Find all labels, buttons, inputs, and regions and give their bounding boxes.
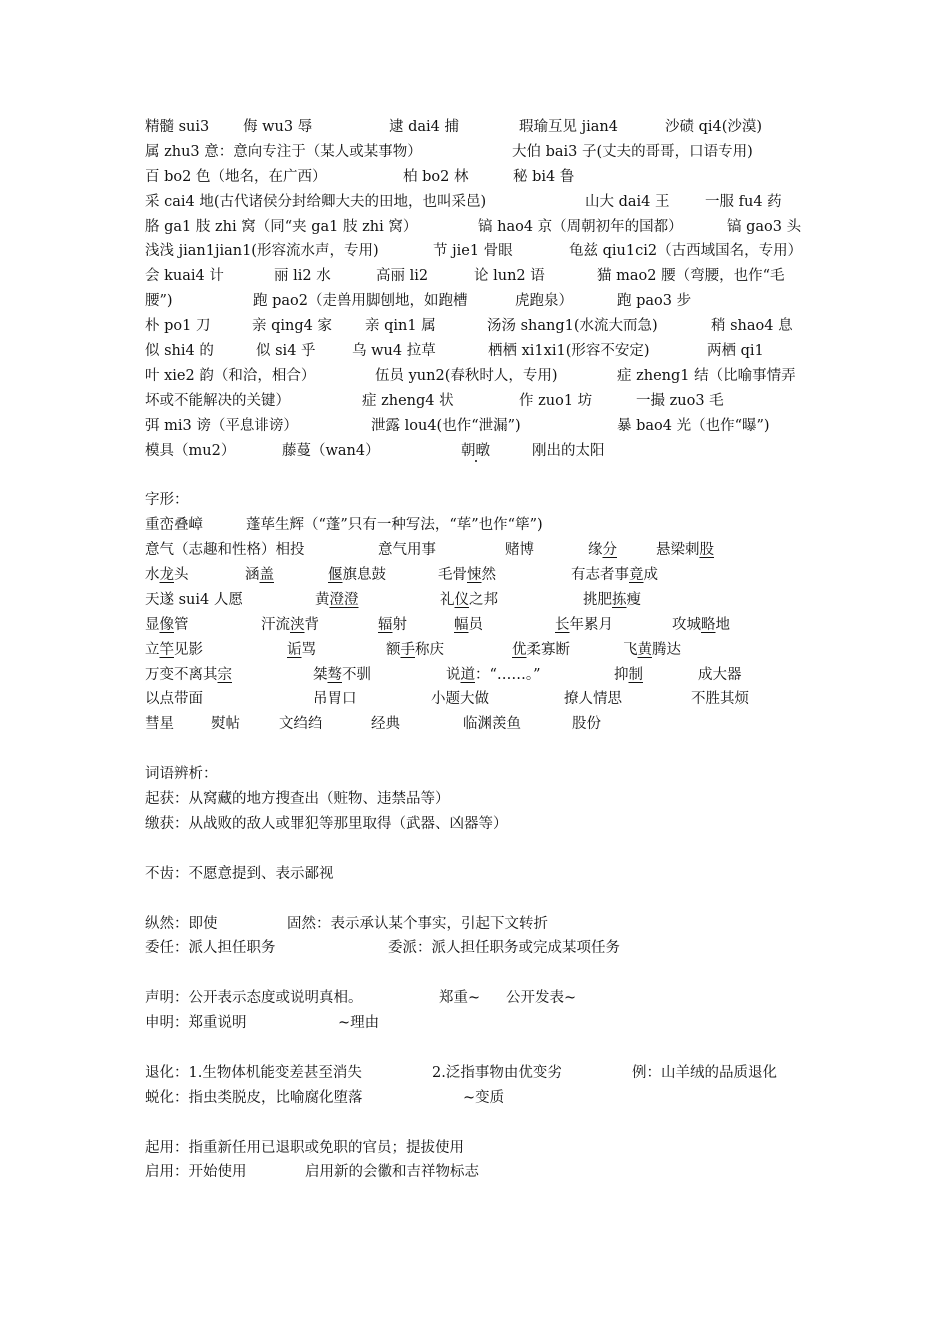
entry: 抑制 [614, 666, 643, 683]
text-line [145, 787, 825, 812]
text-line [145, 389, 825, 414]
entry: 额手称庆 [386, 641, 444, 658]
entry: 汗流浃背 [261, 616, 319, 633]
entry: 缘分 [588, 542, 617, 559]
text-line [145, 986, 825, 1011]
entry: 辐射 [378, 616, 407, 633]
ciyu-section [145, 762, 825, 1185]
entry: 蓬荜生辉（“蓬”只有一种写法，“荜”也作“筚”) [246, 517, 543, 534]
entry: 幅员 [454, 616, 483, 633]
entry: 吊胃口 [313, 691, 357, 708]
entry: 浅浅 jian1jian1(形容流水声，专用) [145, 243, 379, 260]
text-line [145, 712, 825, 737]
text-line [145, 439, 825, 464]
entry: 似 si4 乎 [256, 343, 316, 360]
entry: 诟骂 [287, 641, 316, 658]
entry: 重峦叠嶂 [145, 517, 203, 534]
definition: 缴获：从战败的敌人或罪犯等那里取得（武器、凶器等） [145, 815, 508, 832]
entry: 跑 pao3 步 [617, 293, 692, 310]
entry: 涵盖 [245, 567, 274, 584]
definition: 申明：郑重说明 [145, 1015, 247, 1032]
text-line [145, 812, 825, 837]
entry: 黄澄澄 [315, 591, 359, 608]
entry: 挑肥拣瘦 [583, 591, 641, 608]
entry: 会 kuai4 计 [145, 268, 224, 285]
section-heading: 词语辨析： [145, 766, 218, 783]
document-page [145, 115, 825, 1185]
entry: 百 bo2 色（地名，在广西） [145, 168, 327, 185]
entry: 弭 mi3 谤（平息诽谤） [145, 417, 298, 434]
entry: 逮 dai4 捕 [389, 119, 460, 135]
entry: 伍员 yun2(春秋时人，专用) [375, 367, 558, 384]
entry: 沙碛 qi4(沙漠) [665, 119, 763, 135]
entry: 采 cai4 地(古代诸侯分封给卿大夫的田地，也叫采邑) [145, 193, 487, 210]
definition: 声明：公开表示态度或说明真相。 [145, 990, 363, 1007]
entry: 暴 bao4 光（也作“曝”) [617, 417, 770, 434]
entry: 天遂 sui4 人愿 [145, 591, 243, 608]
text-line [145, 190, 825, 215]
entry: 汤汤 shang1(水流大而急) [487, 318, 658, 335]
pinyin-section [145, 115, 825, 463]
entry: 侮 wu3 辱 [243, 119, 313, 135]
entry: 朝暾 [461, 439, 490, 464]
text-line [145, 1086, 825, 1111]
entry: 说道：“……。” [446, 666, 541, 683]
definition: 退化：1.生物体机能变差甚至消失 [145, 1064, 362, 1081]
entry: 泄露 lou4(也作“泄漏”) [371, 417, 521, 434]
entry: 飞黄腾达 [623, 641, 681, 658]
entry: 朴 po1 刀 [145, 318, 211, 335]
text-line [145, 165, 825, 190]
entry: 刚出的太阳 [532, 442, 605, 459]
definition: 启用：开始使用 [145, 1164, 247, 1181]
example: ~理由 [338, 1015, 380, 1032]
entry: 两栖 qi1 [707, 343, 764, 360]
entry: 高丽 li2 [376, 268, 429, 285]
entry: 模具（mu2） [145, 442, 236, 459]
entry: 偃旗息鼓 [328, 567, 386, 584]
entry: 一撮 zuo3 毛 [636, 392, 724, 409]
text-line [145, 339, 825, 364]
text-line [145, 414, 825, 439]
text-line [145, 862, 825, 887]
entry: 山大 dai4 王 [585, 193, 670, 210]
text-line [145, 513, 825, 538]
entry: 症 zheng1 结（比喻事情弄 [617, 367, 796, 384]
entry: 水龙头 [145, 567, 189, 584]
entry: 虎跑泉） [515, 293, 573, 310]
entry: 跑 pao2（走兽用脚刨地，如跑槽 [253, 293, 468, 310]
entry: 小题大做 [431, 691, 489, 708]
entry: 意气用事 [378, 542, 436, 559]
entry: 彗星 [145, 716, 174, 733]
entry: 秘 bi4 鲁 [513, 168, 575, 185]
text-line [145, 239, 825, 264]
text-line [145, 663, 825, 688]
entry: 撩人情思 [564, 691, 622, 708]
text-line [145, 264, 825, 289]
example: 公开发表~ [506, 990, 577, 1007]
text-line [145, 538, 825, 563]
text-line [145, 115, 825, 140]
entry: 万变不离其宗 [145, 666, 232, 683]
text-line [145, 588, 825, 613]
entry: 熨帖 [211, 716, 240, 733]
entry: 镐 gao3 头 [727, 218, 802, 235]
entry: 毛骨悚然 [438, 567, 496, 584]
definition: 纵然：即使 [145, 915, 218, 932]
definition: 不齿：不愿意提到、表示鄙视 [145, 865, 334, 882]
definition: 委任：派人担任职务 [145, 940, 276, 957]
definition: 委派：派人担任职务或完成某项任务 [388, 940, 620, 957]
text-line [145, 289, 825, 314]
entry: 乌 wu4 拉草 [352, 343, 436, 360]
entry: 桀骜不驯 [313, 666, 371, 683]
entry: 猫 mao2 腰（弯腰，也作“毛 [597, 268, 785, 285]
definition: 2.泛指事物由优变劣 [432, 1064, 562, 1081]
entry: 股份 [572, 716, 601, 733]
zixing-section [145, 488, 825, 737]
text-line [145, 912, 825, 937]
example: 启用新的会徽和吉祥物标志 [305, 1164, 479, 1181]
entry: 临渊羡鱼 [463, 716, 521, 733]
entry: 礼仪之邦 [440, 591, 498, 608]
definition: 固然：表示承认某个事实，引起下文转折 [287, 915, 548, 932]
entry: 长年累月 [555, 616, 613, 633]
entry: 丽 li2 水 [274, 268, 331, 285]
definition: 起获：从窝藏的地方搜查出（赃物、违禁品等） [145, 791, 450, 808]
entry: 有志者事竟成 [571, 567, 658, 584]
entry: 亲 qin1 属 [365, 318, 436, 335]
entry: 稍 shao4 息 [711, 318, 793, 335]
entry: 优柔寡断 [512, 641, 570, 658]
entry: 不胜其烦 [691, 691, 749, 708]
entry: 属 zhu3 意：意向专注于（某人或某事物） [145, 143, 422, 160]
definition: 起用：指重新任用已退职或免职的官员；提拔使用 [145, 1139, 464, 1156]
text-line [145, 1160, 825, 1185]
text-line [145, 215, 825, 240]
entry: 胳 ga1 肢 zhi 窝（同“夹 ga1 肢 zhi 窝） [145, 218, 418, 235]
text-line [145, 687, 825, 712]
entry: 似 shi4 的 [145, 343, 214, 360]
entry: 经典 [371, 716, 400, 733]
entry: 文绉绉 [279, 716, 323, 733]
entry: 腰”) [145, 293, 173, 310]
entry: 镐 hao4 京（周朝初年的国都） [478, 218, 683, 235]
text-line [145, 613, 825, 638]
entry: 亲 qing4 家 [252, 318, 332, 335]
text-line [145, 1136, 825, 1161]
text-line [145, 936, 825, 961]
text-line [145, 364, 825, 389]
entry: 论 lun2 语 [474, 268, 545, 285]
entry: 赌博 [505, 542, 534, 559]
entry: 柏 bo2 林 [403, 168, 469, 185]
entry: 藤蔓（wan4） [282, 442, 380, 459]
text-line [145, 638, 825, 663]
entry: 叶 xie2 韵（和洽，相合） [145, 367, 316, 384]
entry: 作 zuo1 坊 [519, 392, 593, 409]
example: 郑重~ [439, 990, 481, 1007]
text-line [145, 563, 825, 588]
text-line [145, 314, 825, 339]
entry: 龟兹 qiu1ci2（古西域国名，专用） [569, 243, 803, 260]
entry: 大伯 bai3 子(丈夫的哥哥，口语专用) [512, 143, 753, 160]
entry: 显像管 [145, 616, 189, 633]
example: ~变质 [463, 1089, 505, 1106]
entry: 攻城略地 [672, 616, 730, 633]
text-line [145, 1011, 825, 1036]
example: 例：山羊绒的品质退化 [632, 1064, 777, 1081]
entry: 一服 fu4 药 [705, 193, 782, 210]
entry: 症 zheng4 状 [362, 392, 454, 409]
text-line [145, 1061, 825, 1086]
entry: 立竿见影 [145, 641, 203, 658]
entry: 瑕瑜互见 jian4 [519, 119, 618, 135]
entry: 成大器 [698, 666, 742, 683]
entry: 节 jie1 骨眼 [433, 243, 513, 260]
section-heading: 字形： [145, 492, 189, 509]
entry: 坏或不能解决的关键） [145, 392, 290, 409]
entry: 意气（志趣和性格）相投 [145, 542, 305, 559]
entry: 精髓 sui3 [145, 119, 210, 135]
entry: 悬梁刺股 [656, 542, 714, 559]
entry: 栖栖 xi1xi1(形容不安定) [488, 343, 650, 360]
text-line [145, 140, 825, 165]
entry: 以点带面 [145, 691, 203, 708]
definition: 蜕化：指虫类脱皮，比喻腐化堕落 [145, 1089, 363, 1106]
